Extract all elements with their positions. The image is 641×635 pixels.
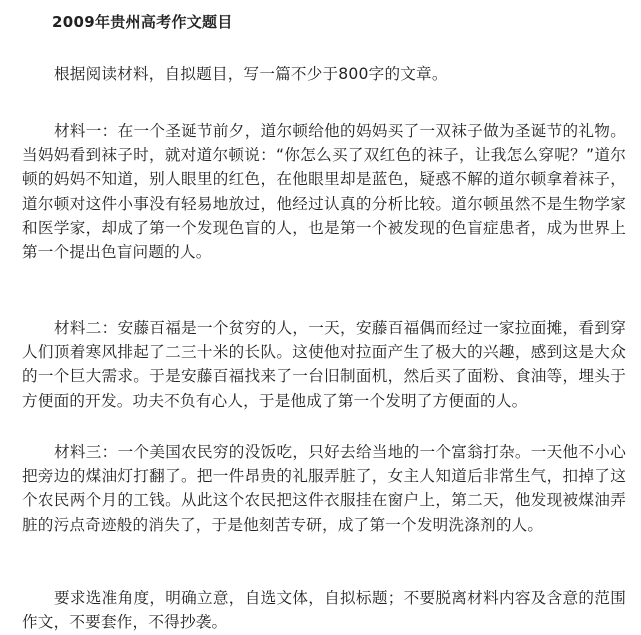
- material-two-paragraph: 材料二：安藤百福是一个贫穷的人，一天，安藤百福偶而经过一家拉面摊，看到穿人们顶着寒风排起了二三十米的长队。这使他对拉面产生了极大的兴趣，感到这是大众的一个巨大需求。于是安藤百福找来了一台旧制面机，然后买了面粉、食油等，埋头于方便面的开发。功夫不负有心人，于是他成了第一个发明了方便面的人。: [22, 319, 626, 410]
- material-three-paragraph: 材料三：一个美国农民穷的没饭吃，只好去给当地的一个富翁打杂。一天他不小心把旁边的煤油灯打翻了。把一件昂贵的礼服弄脏了，女主人知道后非常生气，扣掉了这个农民两个月的工钱。从此这个农民把这件衣服挂在窗户上，第二天，他发现被煤油弄脏的污点奇迹般的消失了，于是他刻苦专研，成了第一个发明洗涤剂的人。: [22, 443, 626, 534]
- instruction-paragraph: 根据阅读材料，自拟题目，写一篇不少于800字的文章。: [54, 65, 448, 83]
- document-title: 2009年贵州高考作文题目: [52, 13, 233, 31]
- requirements-paragraph: 要求选准角度，明确立意，自选文体，自拟标题；不要脱离材料内容及含意的范围作文，不要套作，不得抄袭。: [22, 589, 626, 632]
- material-one-paragraph: 材料一：在一个圣诞节前夕，道尔顿给他的妈妈买了一双袜子做为圣诞节的礼物。当妈妈看到袜子时，就对道尔顿说：“你怎么买了双红色的袜子，让我怎么穿呢？”道尔顿的妈妈不知道，别人眼里的红色，在他眼里却是蓝色，疑惑不解的道尔顿拿着袜子，道尔顿对这件小事没有轻易地放过，他经过认真的分析比较。道尔顿虽然不是生物学家和医学家，却成了第一个发现色盲的人，也是第一个被发现的色盲症患者，成为世界上第一个提出色盲问题的人。: [22, 122, 626, 262]
